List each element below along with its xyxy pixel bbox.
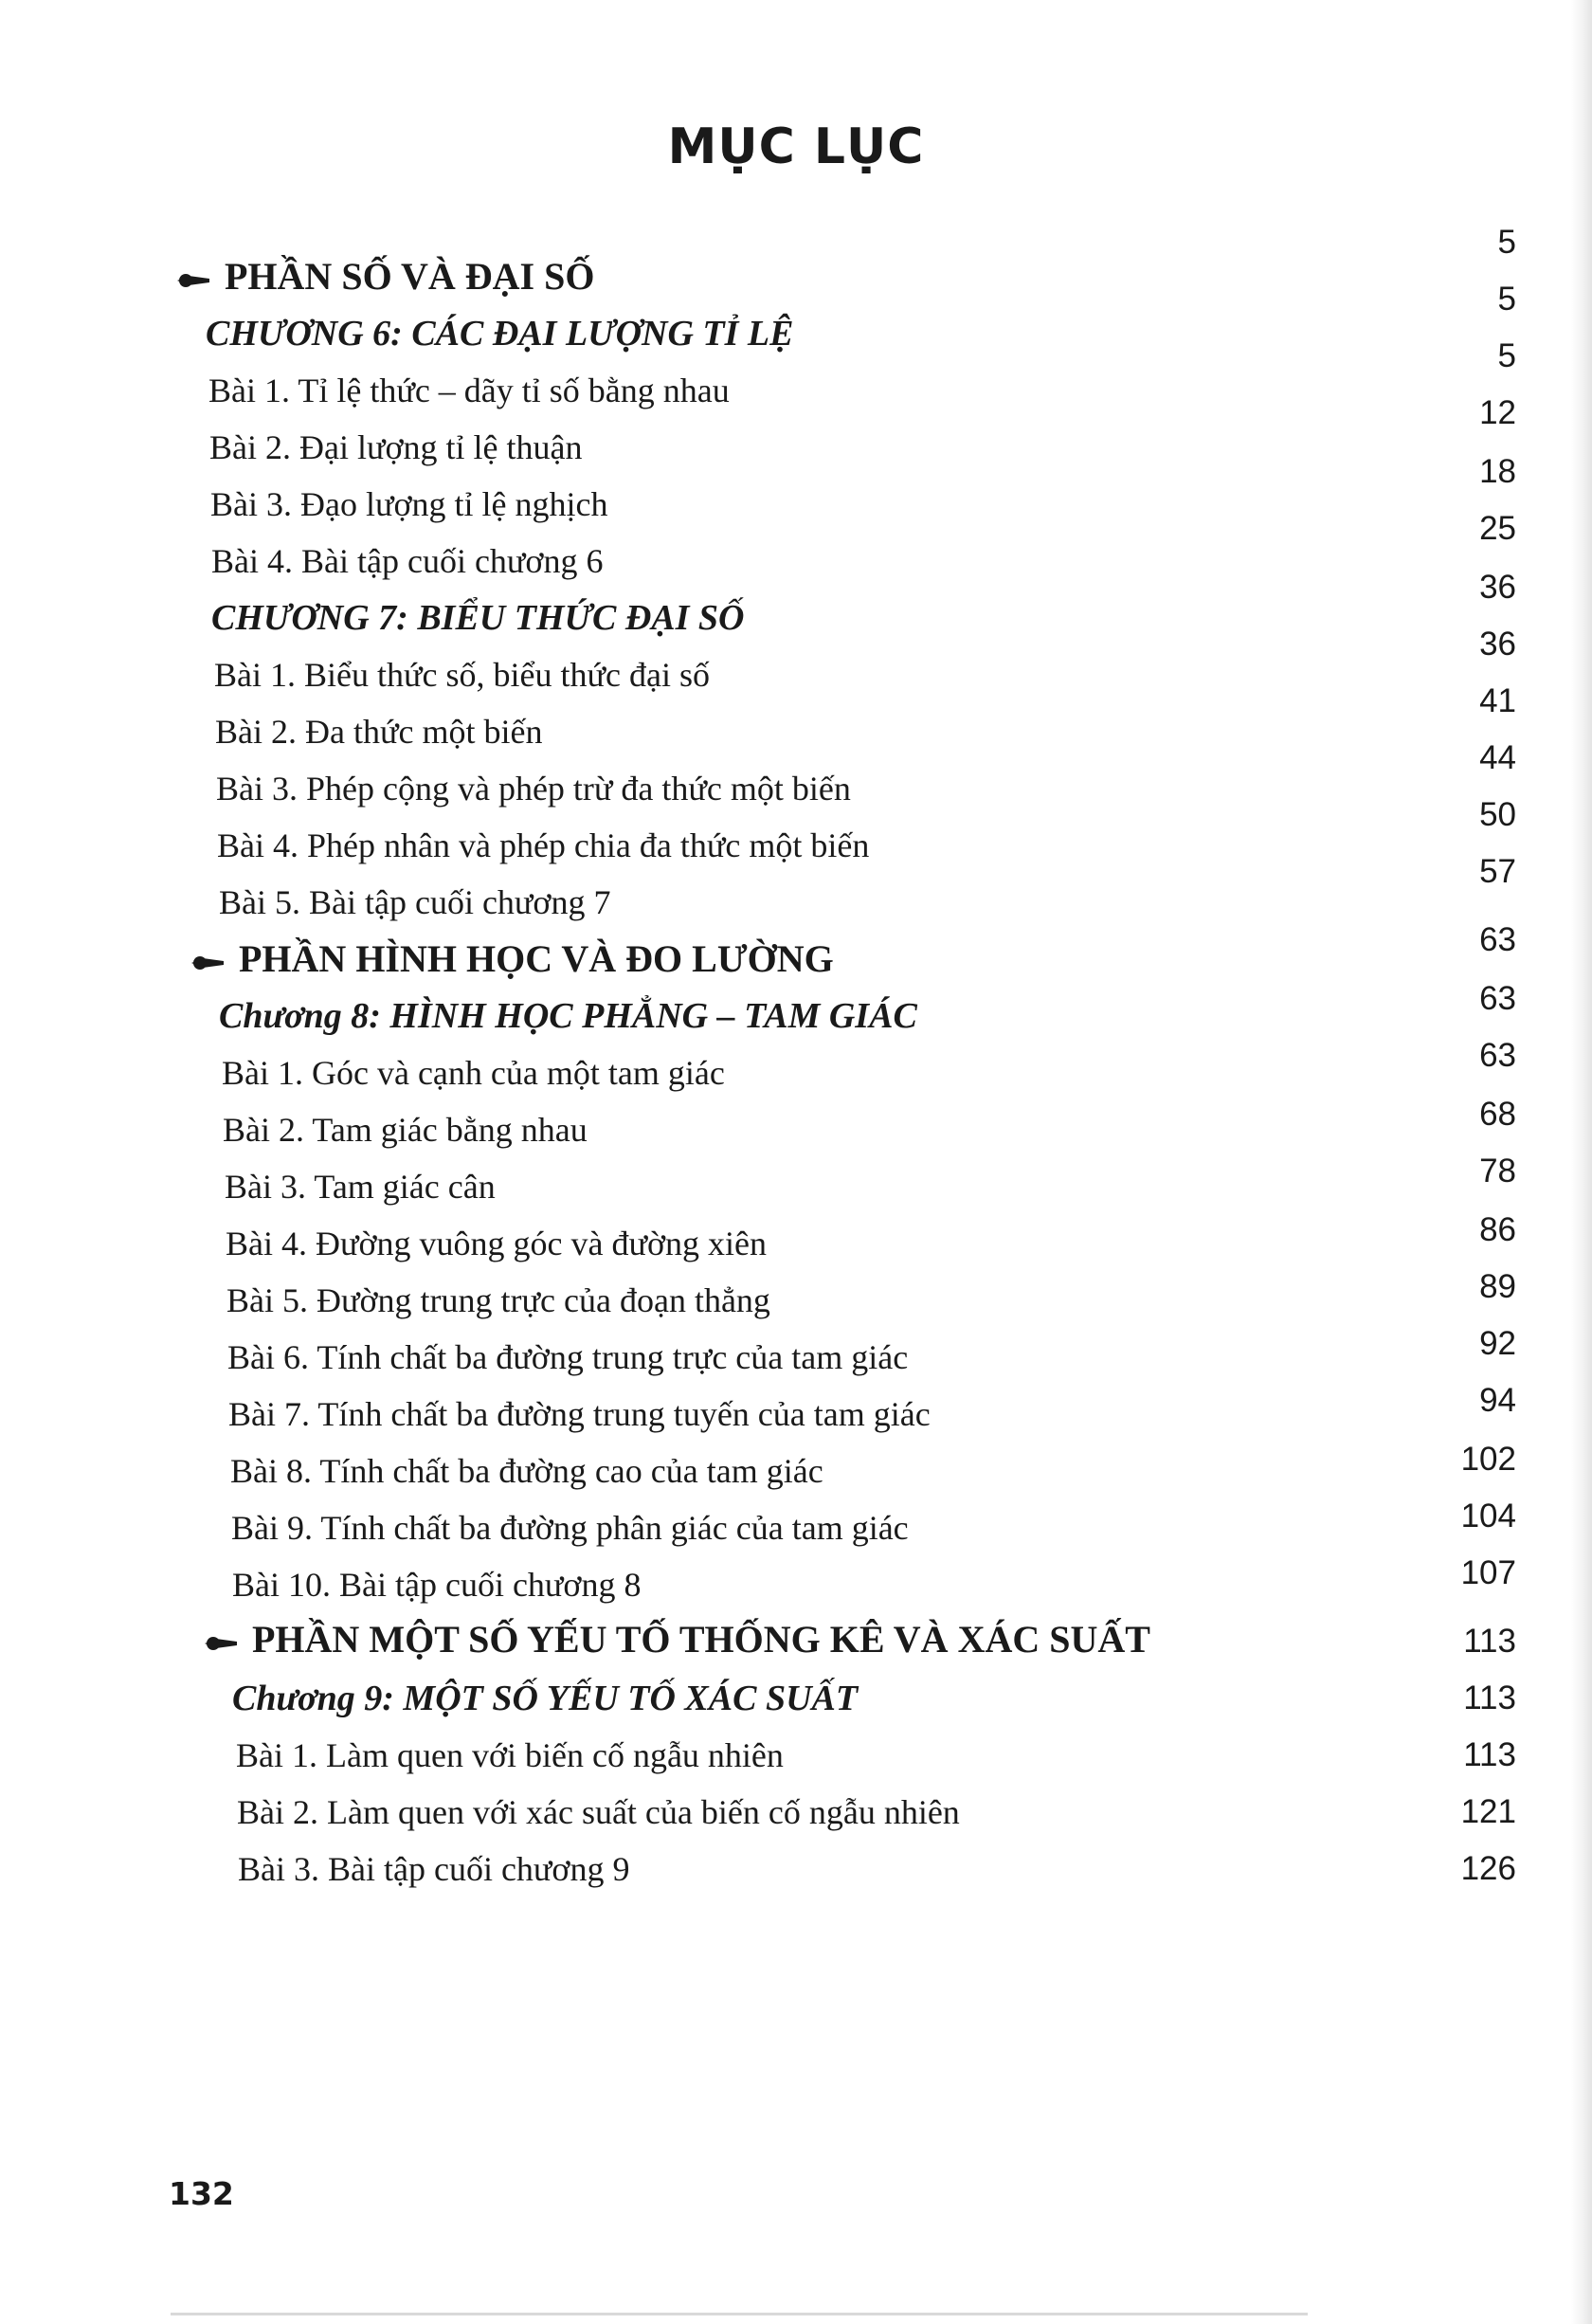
toc-entry-text: Bài 5. Bài tập cuối chương 7	[219, 883, 611, 921]
toc-entry-text: Bài 9. Tính chất ba đường phân giác của tam giác	[231, 1509, 909, 1547]
toc-page-number: 89	[1479, 1268, 1516, 1305]
toc-entry-text: Bài 1. Làm quen với biến cố ngẫu nhiên	[236, 1736, 784, 1774]
toc-page-number: 92	[1479, 1325, 1516, 1362]
toc-page-number: 5	[1497, 281, 1516, 318]
toc-lesson	[232, 1564, 641, 1606]
toc-entry-text: Bài 6. Tính chất ba đường trung trực của tam giác	[227, 1338, 909, 1376]
toc-entry-text: PHẦN HÌNH HỌC VÀ ĐO LƯỜNG	[239, 937, 834, 980]
toc-lesson	[222, 1052, 725, 1094]
toc-page-number: 18	[1479, 453, 1516, 490]
toc-entry-text: CHƯƠNG 7: BIỂU THỨC ĐẠI SỐ	[211, 598, 745, 638]
toc-entry-text: Bài 2. Tam giác bằng nhau	[223, 1111, 588, 1149]
toc-lesson	[236, 1734, 784, 1776]
toc-page-number: 63	[1479, 1037, 1516, 1074]
toc-page-number: 44	[1479, 739, 1516, 776]
toc-lesson	[223, 1109, 588, 1151]
toc-lesson	[210, 483, 607, 525]
toc-page-number: 113	[1463, 1736, 1516, 1773]
pointing-hand-icon	[190, 953, 226, 972]
toc-entry-text: Bài 7. Tính chất ba đường trung tuyến của tam giác	[228, 1395, 931, 1433]
toc-entry-text: Chương 9: MỘT SỐ YẾU TỐ XÁC SUẤT	[232, 1679, 859, 1718]
toc-entry-text: Bài 2. Làm quen với xác suất của biến cố ngẫu nhiên	[237, 1793, 960, 1831]
toc-lesson	[208, 370, 730, 411]
toc-page-number: 113	[1463, 1679, 1516, 1716]
toc-page-number: 5	[1497, 337, 1516, 374]
toc-entry-text: Bài 4. Phép nhân và phép chia đa thức một biến	[217, 826, 870, 864]
toc-page-number: 78	[1479, 1153, 1516, 1189]
toc-chapter	[211, 597, 744, 639]
toc-lesson	[231, 1507, 909, 1549]
scan-bottom-line	[171, 2313, 1308, 2315]
toc-entry-text: Bài 1. Góc và cạnh của một tam giác	[222, 1054, 725, 1092]
pointing-hand-icon	[203, 1634, 239, 1653]
toc-entry-text: Bài 1. Tỉ lệ thức – dãy tỉ số bằng nhau	[208, 372, 730, 409]
toc-entry-text: Bài 4. Bài tập cuối chương 6	[211, 542, 604, 580]
toc-lesson	[211, 540, 603, 582]
toc-entry-text: Bài 2. Đại lượng tỉ lệ thuận	[209, 428, 583, 466]
toc-page-number: 63	[1479, 921, 1516, 958]
toc-lesson	[219, 881, 610, 923]
toc-chapter	[232, 1678, 858, 1719]
toc-lesson	[214, 654, 710, 696]
toc-page-number: 68	[1479, 1096, 1516, 1133]
page-title: MỤC LỤC	[667, 118, 925, 175]
toc-page-number: 12	[1479, 394, 1516, 431]
toc-lesson	[230, 1450, 823, 1492]
toc-lesson	[225, 1166, 496, 1207]
toc-entry-text: Bài 3. Phép cộng và phép trừ đa thức một biến	[216, 770, 851, 808]
toc-entry-text: Bài 1. Biểu thức số, biểu thức đại số	[214, 656, 710, 694]
toc-page-number: 36	[1479, 626, 1516, 663]
toc-entry-text: PHẦN MỘT SỐ YẾU TỐ THỐNG KÊ VÀ XÁC SUẤT	[252, 1618, 1150, 1661]
toc-page-number: 113	[1463, 1623, 1516, 1660]
toc-part	[203, 1619, 1150, 1661]
toc-page-number: 63	[1479, 980, 1516, 1017]
toc-lesson	[217, 825, 869, 866]
toc-lesson	[226, 1280, 770, 1321]
toc-lesson	[216, 768, 851, 809]
toc-entry-text: Bài 2. Đa thức một biến	[215, 713, 543, 751]
toc-page-number: 50	[1479, 796, 1516, 833]
toc-page-number: 121	[1460, 1793, 1516, 1830]
toc-page-number: 25	[1479, 510, 1516, 547]
toc-chapter	[206, 313, 794, 354]
toc-page-number: 126	[1460, 1850, 1516, 1887]
toc-page-number: 104	[1460, 1498, 1516, 1534]
toc-page-number: 107	[1460, 1554, 1516, 1591]
toc-lesson	[237, 1791, 960, 1833]
toc-lesson	[228, 1393, 931, 1435]
toc-entry-text: Bài 8. Tính chất ba đường cao của tam giác	[230, 1452, 823, 1490]
toc-chapter	[219, 995, 917, 1037]
toc-page-number: 102	[1460, 1441, 1516, 1478]
toc-entry-text: Chương 8: HÌNH HỌC PHẲNG – TAM GIÁC	[219, 996, 917, 1036]
pointing-hand-icon	[175, 271, 211, 290]
toc-page-number: 86	[1479, 1211, 1516, 1248]
toc-entry-text: PHẦN SỐ VÀ ĐẠI SỐ	[225, 255, 595, 298]
toc-page-number: 5	[1497, 224, 1516, 261]
toc-lesson	[227, 1336, 908, 1378]
toc-entry-text: Bài 3. Đạo lượng tỉ lệ nghịch	[210, 485, 608, 523]
toc-page-number: 41	[1479, 682, 1516, 719]
page-folio: 132	[169, 2175, 234, 2212]
toc-entry-text: Bài 5. Đường trung trực của đoạn thẳng	[226, 1281, 770, 1319]
toc-entry-text: CHƯƠNG 6: CÁC ĐẠI LƯỢNG TỈ LỆ	[206, 314, 794, 354]
toc-page-number: 57	[1479, 853, 1516, 890]
toc-part	[190, 938, 834, 980]
toc-lesson	[209, 427, 583, 468]
toc-entry-text: Bài 10. Bài tập cuối chương 8	[232, 1566, 642, 1604]
toc-lesson	[215, 711, 542, 753]
toc-lesson	[238, 1848, 629, 1890]
toc-lesson	[226, 1223, 767, 1264]
toc-page-number: 36	[1479, 569, 1516, 606]
toc-page-number: 94	[1479, 1382, 1516, 1419]
toc-entry-text: Bài 3. Bài tập cuối chương 9	[238, 1850, 630, 1888]
scan-edge-shadow	[1571, 0, 1592, 2324]
toc-entry-text: Bài 4. Đường vuông góc và đường xiên	[226, 1225, 768, 1262]
toc-entry-text: Bài 3. Tam giác cân	[225, 1168, 496, 1206]
toc-part	[175, 256, 594, 298]
